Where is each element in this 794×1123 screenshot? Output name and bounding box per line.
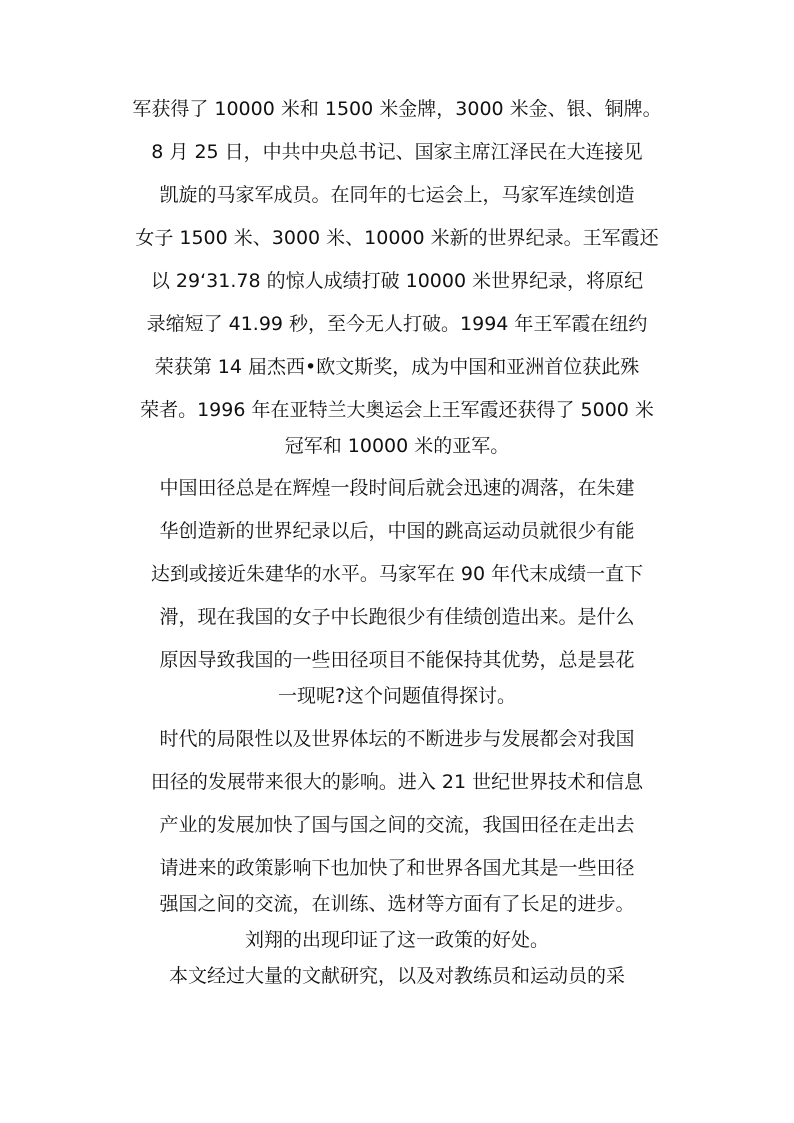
text-line: 田径的发展带来很大的影响。进入 21 世纪世界技术和信息 xyxy=(150,771,644,793)
text-line: 本文经过大量的文献研究，以及对教练员和运动员的采 xyxy=(168,965,625,987)
text-line: 请进来的政策影响下也加快了和世界各国尤其是一些田径 xyxy=(159,857,635,879)
text-line: 原因导致我国的一些田径项目不能保持其优势，总是昙花 xyxy=(159,649,635,671)
text-line: 达到或接近朱建华的水平。马家军在 90 年代末成绩一直下 xyxy=(150,563,644,585)
text-line: 荣获第 14 届杰西•欧文斯奖，成为中国和亚洲首位获此殊 xyxy=(154,356,640,378)
text-line: 时代的局限性以及世界体坛的不断进步与发展都会对我国 xyxy=(159,728,635,750)
text-line: 产业的发展加快了国与国之间的交流，我国田径在走出去 xyxy=(159,814,635,836)
text-line: 荣者。1996 年在亚特兰大奥运会上王军霞还获得了 5000 米 xyxy=(140,399,654,421)
text-line: 凯旋的马家军成员。在同年的七运会上，马家军连续创造 xyxy=(159,184,635,206)
text-line: 女子 1500 米、3000 米、10000 米新的世界纪录。王军霞还 xyxy=(135,227,659,249)
text-line: 滑，现在我国的女子中长跑很少有佳绩创造出来。是什么 xyxy=(159,606,635,628)
text-line: 录缩短了 41.99 秒，至今无人打破。1994 年王军霞在纽约 xyxy=(146,313,648,335)
text-line: 一现呢?这个问题值得探讨。 xyxy=(277,685,517,707)
text-line: 8 月 25 日，中共中央总书记、国家主席江泽民在大连接见 xyxy=(151,141,643,163)
text-line: 华创造新的世界纪录以后，中国的跳高运动员就很少有能 xyxy=(159,520,635,542)
text-line: 以 29‘31.78 的惊人成绩打破 10000 米世界纪录，将原纪 xyxy=(150,270,644,292)
text-line: 刘翔的出现印证了这一政策的好处。 xyxy=(244,929,549,951)
text-line: 冠军和 10000 米的亚军。 xyxy=(284,435,510,457)
text-line: 军获得了 10000 米和 1500 米金牌，3000 米金、银、铜牌。 xyxy=(132,98,662,120)
text-line: 强国之间的交流，在训练、选材等方面有了长足的进步。 xyxy=(159,893,635,915)
text-line: 中国田径总是在辉煌一段时间后就会迅速的凋落，在朱建 xyxy=(159,477,635,499)
